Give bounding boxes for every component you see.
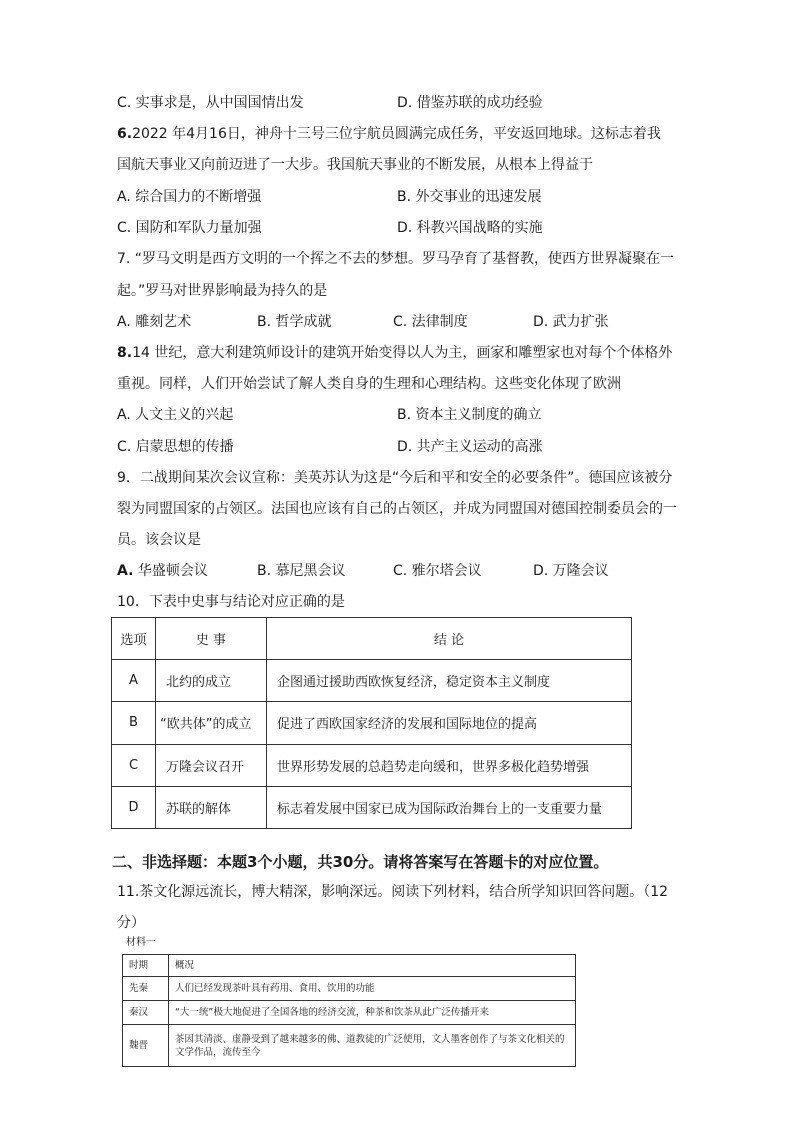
header-overview: 概况 xyxy=(169,955,576,977)
q9-option-a-letter: A. xyxy=(117,563,134,579)
q7-stem-line1: 7. “罗马文明是西方文明的一个挥之不去的梦想。罗马孕育了基督教，使西方世界凝聚在一 xyxy=(117,251,675,267)
q9-option-c: C. 雅尔塔会议 xyxy=(393,563,482,579)
q7-option-a: A. 雕刻艺术 xyxy=(117,314,192,330)
q9-stem-line1: 9．二战期间某次会议宣称：美英苏认为这是“今后和平和安全的必要条件”。德国应该被分 xyxy=(117,470,673,486)
q6-option-a: A. 综合国力的不断增强 xyxy=(117,189,262,205)
table-header-row xyxy=(112,618,632,660)
row-overview: 人们已经发现茶叶具有药用、食用、饮用的功能 xyxy=(169,977,576,1001)
q9-stem-line3: 员。该会议是 xyxy=(117,532,201,548)
q8-number: 8. xyxy=(117,345,133,361)
q8-option-d: D. 共产主义运动的高涨 xyxy=(397,439,543,455)
table-row xyxy=(112,702,632,744)
header-period: 时期 xyxy=(123,955,169,977)
table-row xyxy=(123,1001,576,1025)
row-option: B xyxy=(112,702,156,744)
q10-table xyxy=(111,617,632,829)
row-option: A xyxy=(112,660,156,702)
table-row xyxy=(123,977,576,1001)
q7-option-c: C. 法律制度 xyxy=(393,314,468,330)
q11-stem-line2: 分） xyxy=(117,915,145,931)
q8-option-b: B. 资本主义制度的确立 xyxy=(397,407,542,423)
q8-text: 14 世纪，意大利建筑师设计的建筑开始变得以人为主，画家和雕塑家也对每个个体格外 xyxy=(132,345,673,361)
q7-option-d: D. 武力扩张 xyxy=(533,314,609,330)
q6-text: 2022 年4月16日，神舟十三号三位宇航员圆满完成任务，平安返回地球。这标志着我 xyxy=(132,126,661,142)
row-event: 苏联的解体 xyxy=(156,786,267,828)
q9-option-d: D. 万隆会议 xyxy=(533,563,609,579)
section-heading: 二、非选择题：本题3个小题，共30分。请将答案写在答题卡的对应位置。 xyxy=(112,853,609,871)
row-conclusion: 标志着发展中国家已成为国际政治舞台上的一支重要力量 xyxy=(267,786,632,828)
q8-stem-line1 xyxy=(117,343,672,363)
row-overview: “大一统”极大地促进了全国各地的经济交流，种茶和饮茶从此广泛传播开来 xyxy=(169,1001,576,1025)
row-period: 先秦 xyxy=(123,977,169,1001)
q9-option-a-text: 华盛顿会议 xyxy=(133,563,208,579)
q9-stem-line2: 裂为同盟国家的占领区。法国也应该有自己的占领区，并成为同盟国对德国控制委员会的一 xyxy=(117,501,677,517)
row-conclusion: 企图通过援助西欧恢复经济，稳定资本主义制度 xyxy=(267,660,632,702)
q6-stem-line2: 国航天事业又向前迈进了一大步。我国航天事业的不断发展，从根本上得益于 xyxy=(117,157,593,173)
q10-stem: 10．下表中史事与结论对应正确的是 xyxy=(117,594,345,610)
header-option: 选项 xyxy=(112,618,156,660)
q11-material-table xyxy=(122,954,576,1067)
row-overview: 茶因其清淡、虚静受到了越来越多的佛、道教徒的广泛使用，文人墨客创作了与茶文化相关的文学作品，流传至今 xyxy=(169,1025,576,1067)
row-period: 魏晋 xyxy=(123,1025,169,1067)
q7-option-b: B. 哲学成就 xyxy=(257,314,332,330)
q9-option-a xyxy=(117,561,208,581)
row-event: 万隆会议召开 xyxy=(156,744,267,786)
row-event: “欧共体”的成立 xyxy=(156,702,267,744)
q5-option-d: D. 借鉴苏联的成功经验 xyxy=(397,95,543,111)
table-header-row xyxy=(123,955,576,977)
table-row xyxy=(123,1025,576,1067)
q6-stem-line1 xyxy=(117,124,661,144)
q8-stem-line2: 重视。同样，人们开始尝试了解人类自身的生理和心理结构。这些变化体现了欧洲 xyxy=(117,376,621,392)
row-conclusion: 世界形势发展的总趋势走向缓和，世界多极化趋势增强 xyxy=(267,744,632,786)
q11-stem-line1: 11.茶文化源远流长，博大精深，影响深远。阅读下列材料，结合所学知识回答问题。（12 xyxy=(117,884,669,900)
q7-stem-line2: 起。”罗马对世界影响最为持久的是 xyxy=(117,283,328,299)
q6-number: 6. xyxy=(117,126,133,142)
table-row xyxy=(112,786,632,828)
row-event: 北约的成立 xyxy=(156,660,267,702)
row-period: 秦汉 xyxy=(123,1001,169,1025)
q6-option-d: D. 科教兴国战略的实施 xyxy=(397,220,543,236)
q5-option-c: C. 实事求是，从中国国情出发 xyxy=(117,95,304,111)
header-event: 史 事 xyxy=(156,618,267,660)
row-option: C xyxy=(112,744,156,786)
material-label: 材料一 xyxy=(126,937,156,948)
q9-option-b: B. 慕尼黑会议 xyxy=(257,563,346,579)
q8-option-c: C. 启蒙思想的传播 xyxy=(117,439,234,455)
table-row xyxy=(112,660,632,702)
header-conclusion: 结 论 xyxy=(267,618,632,660)
row-conclusion: 促进了西欧国家经济的发展和国际地位的提高 xyxy=(267,702,632,744)
q8-option-a: A. 人文主义的兴起 xyxy=(117,407,234,423)
table-row xyxy=(112,744,632,786)
q6-option-b: B. 外交事业的迅速发展 xyxy=(397,189,542,205)
row-option: D xyxy=(112,786,156,828)
q6-option-c: C. 国防和军队力量加强 xyxy=(117,220,262,236)
